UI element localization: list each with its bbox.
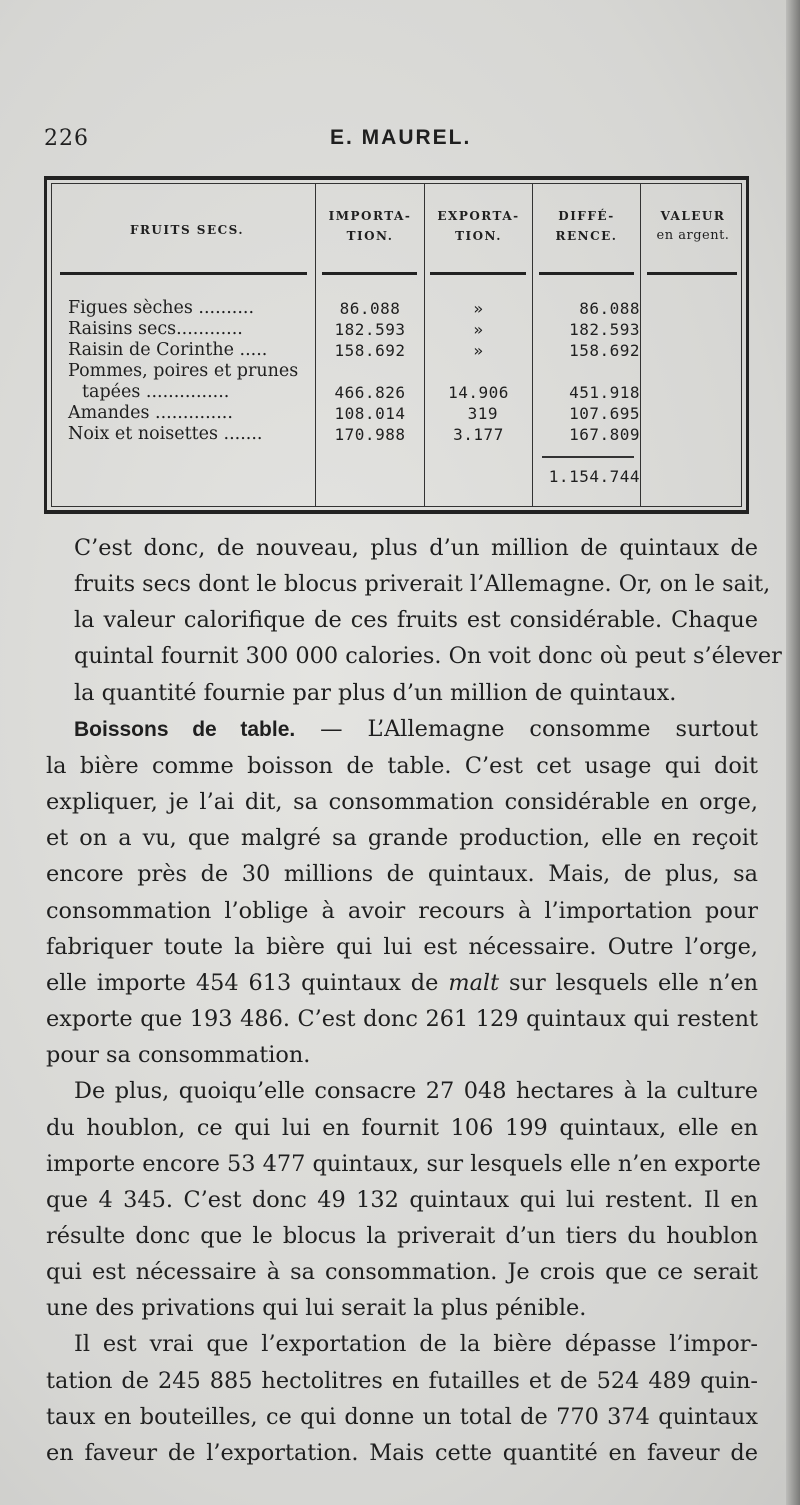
paragraph-houblon bbox=[46, 1073, 761, 1326]
fruits-secs-table bbox=[44, 176, 749, 514]
table-cell-difference: 86.088 bbox=[579, 299, 640, 318]
text-fragment: elle importe 454 613 quintaux de bbox=[46, 969, 439, 996]
text-line: quintal fournit 300 000 calories. On voit donc où peut s’élever bbox=[74, 643, 782, 670]
table-cell-difference: 182.593 bbox=[569, 320, 640, 339]
table-row-label: Raisin de Corinthe ..... bbox=[68, 340, 268, 360]
table-cell-importation: 158.692 bbox=[334, 341, 406, 360]
header-exportation-line1: EXPORTA- bbox=[437, 209, 520, 223]
table-row-label: tapées ............... bbox=[82, 382, 230, 402]
paragraph-exportation bbox=[46, 1326, 758, 1471]
table-cell-exportation: » bbox=[473, 320, 484, 339]
table-row-label: Noix et noisettes ....... bbox=[68, 424, 263, 444]
table-cell-importation: 108.014 bbox=[334, 404, 406, 423]
total-rule bbox=[542, 456, 634, 458]
text-line: en faveur de l’exportation. Mais cette quantité en faveur de bbox=[46, 1439, 758, 1466]
text-line: la valeur calorifique de ces fruits est considérable. Chaque bbox=[74, 607, 758, 634]
text-fragment: sur lesquels elle n’en bbox=[509, 969, 759, 996]
table-total: 1.154.744 bbox=[548, 467, 640, 486]
header-valeur bbox=[641, 206, 745, 246]
header-rule bbox=[430, 272, 526, 275]
header-importation-line2: TION. bbox=[346, 229, 394, 243]
text-line: De plus, quoiqu’elle consacre 27 048 hectares à la culture bbox=[74, 1078, 758, 1105]
text-line: résulte donc que le blocus la priverait d’un tiers du houblon bbox=[46, 1222, 758, 1249]
book-spine-shadow bbox=[786, 0, 800, 1505]
header-difference-line1: DIFFÉ- bbox=[558, 209, 615, 223]
text-line: qui est nécessaire à sa consommation. Je crois que ce serait bbox=[46, 1259, 758, 1286]
text-line: la quantité fournie par plus d’un million de quintaux. bbox=[74, 679, 677, 706]
text-line: fabriquer toute la bière qui lui est nécessaire. Outre l’orge, bbox=[46, 933, 758, 960]
header-fruits-secs: FRUITS SECS. bbox=[129, 223, 245, 237]
text-line: Il est vrai que l’exportation de la bière dépasse l’impor- bbox=[74, 1331, 758, 1358]
text-line: taux en bouteilles, ce qui donne un total de 770 374 quintaux bbox=[46, 1403, 758, 1430]
table-cell-exportation-value: 319 bbox=[467, 404, 498, 423]
header-exportation bbox=[425, 206, 532, 246]
header-rule bbox=[647, 272, 737, 275]
table-cell-difference: 158.692 bbox=[569, 341, 640, 360]
text-line: C’est donc, de nouveau, plus d’un million de quintaux de bbox=[74, 535, 758, 561]
table-row-label-line1: Pommes, poires et prunes bbox=[68, 361, 299, 381]
table-cell-exportation: 3.177 bbox=[453, 425, 504, 444]
text-line: une des privations qui lui serait la plus pénible. bbox=[46, 1295, 587, 1322]
table-row-label: Raisins secs............ bbox=[68, 319, 243, 339]
text-line: que 4 345. C’est donc 49 132 quintaux qui lui restent. Il en bbox=[46, 1186, 758, 1213]
text-line: tation de 245 885 hectolitres en futailles et de 524 489 quin- bbox=[46, 1367, 758, 1394]
text-line: encore près de 30 millions de quintaux. Mais, de plus, sa bbox=[46, 861, 758, 888]
text-fragment: — L’Allemagne consomme surtout bbox=[320, 715, 758, 742]
text-line bbox=[46, 711, 758, 748]
paragraph-boissons bbox=[46, 711, 758, 1074]
header-difference bbox=[533, 206, 640, 246]
table-row-label: Figues sèches .......... bbox=[68, 298, 255, 318]
table-cell-importation: 86.088 bbox=[339, 299, 401, 318]
text-line: du houblon, ce qui lui en fournit 106 199 quintaux, elle en bbox=[46, 1114, 758, 1141]
table-inner-border bbox=[51, 183, 742, 507]
text-line bbox=[46, 965, 758, 1001]
header-importation-line1: IMPORTA- bbox=[328, 209, 412, 223]
table-cell-importation: 170.988 bbox=[334, 425, 406, 444]
text-line: importe encore 53 477 quintaux, sur lesquels elle n’en exporte bbox=[46, 1150, 761, 1177]
text-line: et on a vu, que malgré sa grande production, elle en reçoit bbox=[46, 825, 758, 852]
table-cell-importation: 466.826 bbox=[334, 383, 406, 402]
header-importation bbox=[316, 206, 424, 246]
page-header bbox=[44, 126, 744, 156]
text-malt: malt bbox=[448, 969, 500, 996]
header-valeur-line1: VALEUR bbox=[660, 209, 726, 223]
table-cell-difference: 167.809 bbox=[569, 425, 640, 444]
table-cell-difference: 107.695 bbox=[569, 404, 640, 423]
running-head: E. MAUREL. bbox=[330, 126, 472, 149]
header-rule bbox=[322, 272, 417, 275]
text-line: pour sa consommation. bbox=[46, 1042, 311, 1069]
text-line: la bière comme boisson de table. C’est cet usage qui doit bbox=[46, 752, 758, 779]
page-number: 226 bbox=[44, 126, 89, 151]
header-exportation-line2: TION. bbox=[455, 229, 502, 243]
table-cell-exportation: 14.906 bbox=[448, 383, 509, 402]
table-row-label: Amandes .............. bbox=[68, 403, 233, 423]
table-cell-exportation: » bbox=[473, 341, 484, 360]
header-valeur-line2: en argent. bbox=[656, 228, 730, 243]
text-line: consommation l’oblige à avoir recours à l’importation pour bbox=[46, 897, 758, 924]
text-line: fruits secs dont le blocus priverait l’Allemagne. Or, on le sait, bbox=[74, 571, 771, 598]
header-difference-line2: RENCE. bbox=[555, 229, 618, 243]
header-rule bbox=[60, 272, 307, 275]
section-heading-boissons: Boissons de table. bbox=[74, 717, 296, 741]
table-cell-difference: 451.918 bbox=[569, 383, 640, 402]
paragraph-fruits bbox=[46, 530, 782, 711]
header-rule bbox=[539, 272, 634, 275]
table-cell-exportation: » bbox=[473, 299, 484, 318]
body-text bbox=[46, 530, 782, 1471]
text-line: exporte que 193 486. C’est donc 261 129 quintaux qui restent bbox=[46, 1006, 758, 1033]
text-line: expliquer, je l’ai dit, sa consommation considérable en orge, bbox=[46, 789, 758, 816]
table-cell-importation: 182.593 bbox=[334, 320, 406, 339]
